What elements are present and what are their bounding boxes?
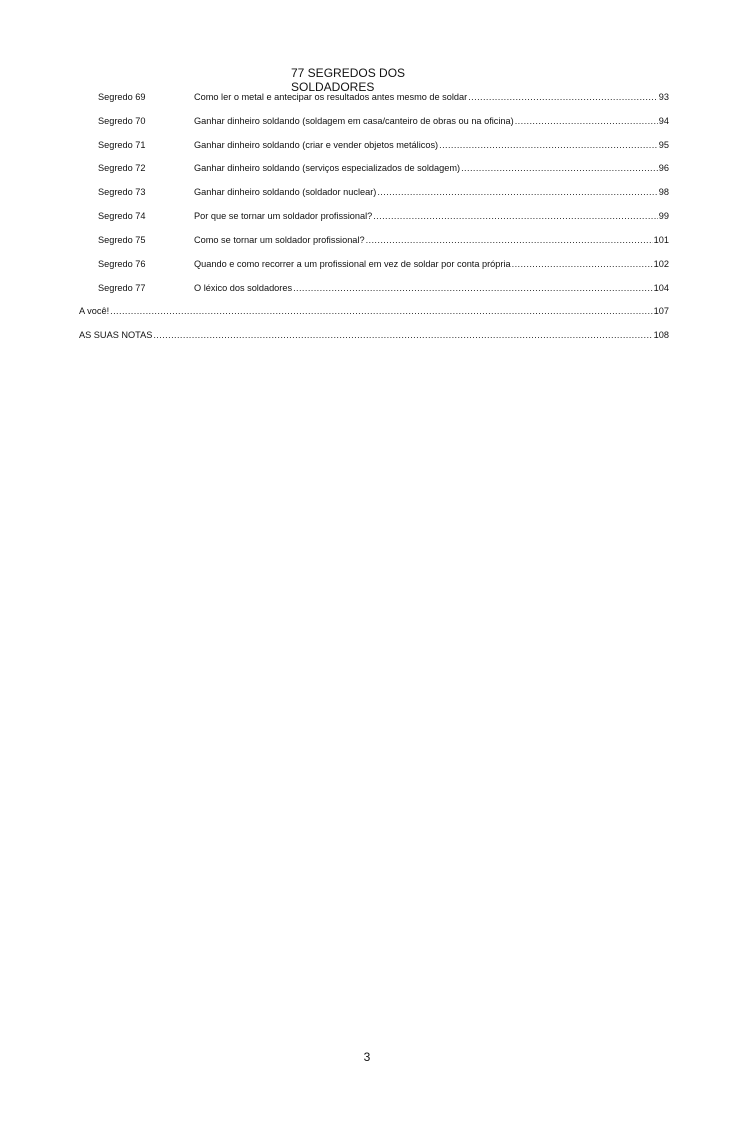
toc-dot-leader (439, 139, 658, 151)
toc-entry-title: Ganhar dinheiro soldando (soldador nuclear) (194, 187, 377, 197)
toc-entry-page: 104 (653, 283, 669, 293)
toc-entry-title: Quando e como recorrer a um profissional em vez de soldar por conta própria (194, 259, 511, 269)
toc-dot-leader (373, 210, 658, 222)
toc-dot-leader (293, 282, 653, 294)
toc-entry-title: Como ler o metal e antecipar os resultados antes mesmo de soldar (194, 92, 468, 102)
toc-entry-page: 101 (653, 235, 669, 245)
toc-entry[interactable] (98, 210, 669, 222)
running-header-line-2: SOLDADORES (291, 80, 375, 94)
toc-entry-number: Segredo 76 (98, 259, 146, 269)
toc-entry[interactable] (98, 162, 669, 174)
toc-entry-page: 108 (653, 330, 669, 340)
toc-entry-title: A você! (79, 306, 110, 316)
toc-dot-leader (515, 115, 658, 127)
toc-entry-number: Segredo 72 (98, 163, 146, 173)
toc-top-entry[interactable] (79, 305, 669, 317)
toc-entry[interactable] (98, 234, 669, 246)
page-number: 3 (363, 1050, 371, 1064)
toc-entry[interactable] (98, 115, 669, 127)
toc-dot-leader (512, 258, 653, 270)
toc-entry[interactable] (98, 139, 669, 151)
toc-entry-number: Segredo 71 (98, 140, 146, 150)
toc-entry-number: Segredo 77 (98, 283, 146, 293)
toc-entry-number: Segredo 69 (98, 92, 146, 102)
toc-entry-page: 107 (653, 306, 669, 316)
toc-entry-title: O léxico dos soldadores (194, 283, 293, 293)
toc-entry-title: Ganhar dinheiro soldando (soldagem em casa/canteiro de obras ou na oficina) (194, 116, 514, 126)
toc-entry-title: Ganhar dinheiro soldando (serviços especializados de soldagem) (194, 163, 461, 173)
toc-entry-page: 99 (658, 211, 669, 221)
toc-entry-page: 95 (658, 140, 669, 150)
toc-entry-title: Ganhar dinheiro soldando (criar e vender objetos metálicos) (194, 140, 439, 150)
toc-dot-leader (461, 162, 658, 174)
toc-entry-page: 94 (658, 116, 669, 126)
toc-entry-number: Segredo 75 (98, 235, 146, 245)
running-header-line-1: 77 SEGREDOS DOS (291, 66, 406, 80)
toc-entry-number: Segredo 74 (98, 211, 146, 221)
toc-dot-leader (153, 329, 652, 341)
toc-entry[interactable] (98, 91, 669, 103)
toc-entry-page: 98 (658, 187, 669, 197)
toc-entry-title: Por que se tornar um soldador profissional? (194, 211, 373, 221)
toc-entry[interactable] (98, 186, 669, 198)
toc-dot-leader (468, 91, 658, 103)
toc-entry-title: AS SUAS NOTAS (79, 330, 153, 340)
toc-entry-title: Como se tornar um soldador profissional? (194, 235, 365, 245)
toc-dot-leader (110, 305, 653, 317)
toc-entry-number: Segredo 70 (98, 116, 146, 126)
toc-entry-page: 96 (658, 163, 669, 173)
toc-entry[interactable] (98, 258, 669, 270)
running-header-title (291, 66, 411, 94)
toc-top-entry[interactable] (79, 329, 669, 341)
toc-entry-page: 93 (658, 92, 669, 102)
toc-entry[interactable] (98, 282, 669, 294)
toc-dot-leader (366, 234, 653, 246)
toc-entry-page: 102 (653, 259, 669, 269)
toc-entry-number: Segredo 73 (98, 187, 146, 197)
toc-dot-leader (377, 186, 657, 198)
